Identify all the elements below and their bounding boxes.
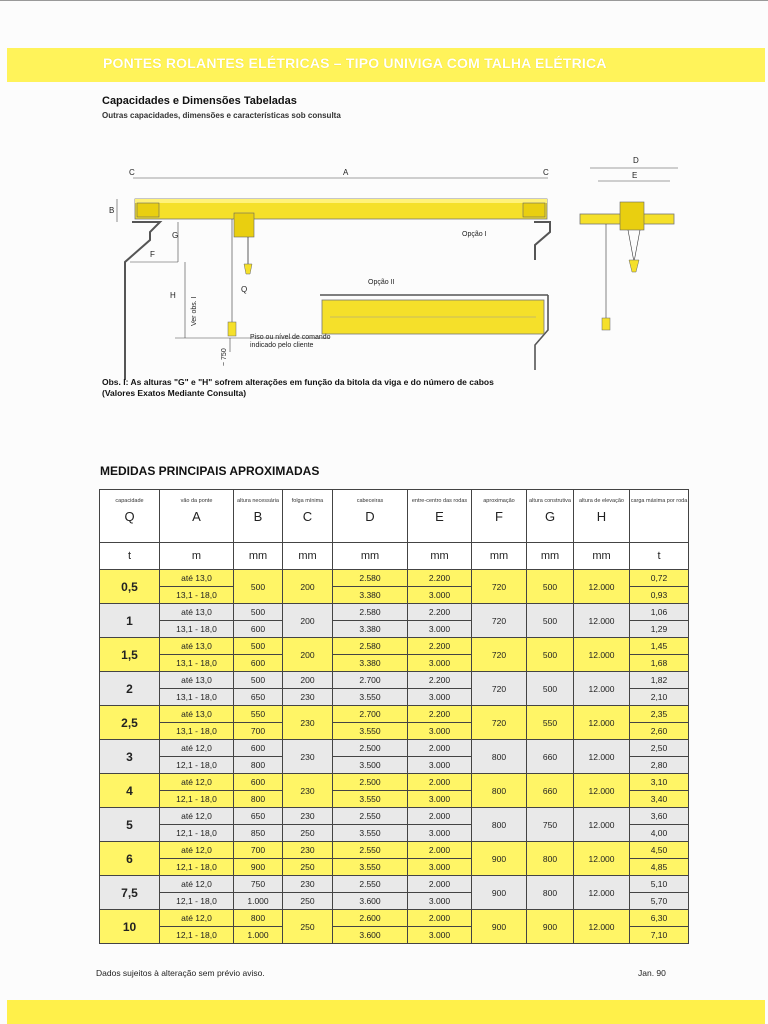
- table-cell: 2,5: [100, 706, 160, 740]
- table-cell: 13,1 - 18,0: [160, 587, 234, 604]
- side-pendant: [602, 318, 610, 330]
- table-cell: 550: [234, 706, 283, 723]
- observation-note: Obs. I: As alturas "G" e "H" sofrem alterações em função da bitola da viga e do número de cabos (Valores Exatos Mediante Consulta): [102, 377, 494, 398]
- table-cell: 2.550: [333, 842, 408, 859]
- table-cell: 600: [234, 621, 283, 638]
- header-desc: capacidade: [115, 498, 144, 504]
- table-cell: 3.000: [408, 655, 472, 672]
- table-cell: 500: [527, 570, 574, 604]
- bottom-band: [7, 1000, 765, 1024]
- table-cell: 230: [283, 808, 333, 825]
- table-cell: 900: [472, 910, 527, 944]
- table-row: [100, 842, 689, 859]
- header-symbol: Q: [124, 509, 135, 524]
- table-cell: 2.200: [408, 570, 472, 587]
- table-cell: 500: [527, 638, 574, 672]
- table-row: [100, 706, 689, 723]
- table-cell: 2.600: [333, 910, 408, 927]
- table-cell: 800: [234, 791, 283, 808]
- table-cell: 500: [234, 604, 283, 621]
- table-cell: até 12,0: [160, 910, 234, 927]
- table-cell: 3.000: [408, 587, 472, 604]
- table-cell: até 12,0: [160, 774, 234, 791]
- end-truck-right: [523, 203, 545, 217]
- table-cell: 12.000: [574, 774, 630, 808]
- table-cell: 10: [100, 910, 160, 944]
- table-cell: 230: [283, 842, 333, 859]
- header-cell: [472, 490, 527, 543]
- table-cell: 12,1 - 18,0: [160, 791, 234, 808]
- table-cell: 230: [283, 774, 333, 808]
- table-cell: 800: [527, 842, 574, 876]
- table-cell: 3.000: [408, 791, 472, 808]
- unit-cell: t: [100, 543, 160, 570]
- table-cell: 900: [234, 859, 283, 876]
- table-cell: 5,10: [630, 876, 689, 893]
- unit-cell: mm: [527, 543, 574, 570]
- table-cell: 800: [527, 876, 574, 910]
- header-desc: altura construtiva: [529, 498, 571, 504]
- table-cell: 2.500: [333, 740, 408, 757]
- table-cell: 1,06: [630, 604, 689, 621]
- header-symbol: A: [192, 509, 201, 524]
- unit-cell: mm: [333, 543, 408, 570]
- header-cell: [333, 490, 408, 543]
- table-title: MEDIDAS PRINCIPAIS APROXIMADAS: [100, 464, 320, 478]
- table-cell: 5,70: [630, 893, 689, 910]
- table-cell: 3.380: [333, 587, 408, 604]
- table-cell: 200: [283, 570, 333, 604]
- table-cell: 2,10: [630, 689, 689, 706]
- table-cell: 2,60: [630, 723, 689, 740]
- table-cell: 3.000: [408, 825, 472, 842]
- table-cell: 200: [283, 672, 333, 689]
- label-d: D: [633, 156, 639, 165]
- table-cell: até 13,0: [160, 604, 234, 621]
- table-cell: 250: [283, 859, 333, 876]
- table-row: [100, 876, 689, 893]
- footer-date: Jan. 90: [638, 968, 666, 978]
- label-opcao-2: Opção II: [368, 279, 395, 286]
- table-cell: 2,35: [630, 706, 689, 723]
- end-truck-left: [137, 203, 159, 217]
- table-cell: 650: [234, 689, 283, 706]
- table-cell: 500: [234, 672, 283, 689]
- table-cell: 2.200: [408, 638, 472, 655]
- table-cell: até 13,0: [160, 706, 234, 723]
- table-cell: 3,60: [630, 808, 689, 825]
- table-cell: 4,50: [630, 842, 689, 859]
- header-cell: [100, 490, 160, 543]
- table-cell: 3.550: [333, 825, 408, 842]
- table-cell: até 13,0: [160, 672, 234, 689]
- hoist-body: [234, 213, 254, 237]
- table-cell: 2.580: [333, 570, 408, 587]
- table-cell: 0,5: [100, 570, 160, 604]
- table-cell: 3.000: [408, 621, 472, 638]
- beam-highlight: [135, 199, 547, 203]
- table-cell: 12.000: [574, 808, 630, 842]
- table-row: [100, 672, 689, 689]
- table-cell: 1.000: [234, 927, 283, 944]
- table-cell: 3.550: [333, 791, 408, 808]
- header-desc: altura necessária: [237, 498, 279, 504]
- table-cell: até 12,0: [160, 842, 234, 859]
- label-piso-1: Piso ou nível de comando: [250, 334, 331, 341]
- table-cell: 700: [234, 723, 283, 740]
- table-cell: 2,50: [630, 740, 689, 757]
- table-cell: 1,82: [630, 672, 689, 689]
- table-cell: 2.700: [333, 672, 408, 689]
- table-cell: 200: [283, 638, 333, 672]
- table-cell: 3.000: [408, 757, 472, 774]
- table-cell: 2.000: [408, 740, 472, 757]
- table-cell: 660: [527, 740, 574, 774]
- table-cell: 800: [234, 910, 283, 927]
- label-750: ~ 750: [221, 348, 228, 366]
- table-cell: 12.000: [574, 672, 630, 706]
- header-desc: entre-centro das rodas: [411, 498, 468, 504]
- table-cell: 1,68: [630, 655, 689, 672]
- table-cell: 3.000: [408, 927, 472, 944]
- table-cell: 2.550: [333, 876, 408, 893]
- table-cell: 7,5: [100, 876, 160, 910]
- header-symbol: G: [544, 509, 556, 524]
- table-cell: 850: [234, 825, 283, 842]
- pendant-control: [228, 322, 236, 336]
- table-cell: 800: [472, 774, 527, 808]
- table-row: [100, 808, 689, 825]
- table-cell: 3.000: [408, 859, 472, 876]
- table-cell: 800: [234, 757, 283, 774]
- table-cell: 600: [234, 740, 283, 757]
- table-cell: 230: [283, 689, 333, 706]
- table-cell: 230: [283, 876, 333, 893]
- table-cell: 12,1 - 18,0: [160, 859, 234, 876]
- table-cell: 2,80: [630, 757, 689, 774]
- header-symbol: F: [495, 509, 503, 524]
- table-cell: 3: [100, 740, 160, 774]
- table-cell: 2.000: [408, 808, 472, 825]
- label-opcao-1: Opção I: [462, 231, 487, 238]
- table-row: [100, 740, 689, 757]
- header-symbol: C: [302, 509, 313, 524]
- table-cell: 700: [234, 842, 283, 859]
- table-cell: 3.000: [408, 689, 472, 706]
- table-cell: 2.580: [333, 604, 408, 621]
- unit-cell: mm: [408, 543, 472, 570]
- header-symbol: B: [253, 509, 263, 524]
- table-cell: 720: [472, 706, 527, 740]
- table-cell: 550: [527, 706, 574, 740]
- table-cell: 2.700: [333, 706, 408, 723]
- table-cell: 5: [100, 808, 160, 842]
- table-cell: 12.000: [574, 570, 630, 604]
- table-cell: 500: [527, 672, 574, 706]
- table-cell: 900: [472, 876, 527, 910]
- header-cell: [574, 490, 630, 543]
- header-cell: [527, 490, 574, 543]
- table-cell: 12,1 - 18,0: [160, 893, 234, 910]
- table-cell: 720: [472, 570, 527, 604]
- header-cell: [160, 490, 234, 543]
- table-cell: 13,1 - 18,0: [160, 655, 234, 672]
- table-cell: 2.200: [408, 604, 472, 621]
- table-cell: 1: [100, 604, 160, 638]
- table-cell: 12.000: [574, 876, 630, 910]
- label-a: A: [343, 168, 349, 177]
- table-cell: 2.550: [333, 808, 408, 825]
- label-piso-2: indicado pelo cliente: [250, 342, 314, 349]
- label-f: F: [150, 250, 155, 259]
- table-cell: 12.000: [574, 706, 630, 740]
- table-cell: 2.000: [408, 842, 472, 859]
- table-cell: 2.580: [333, 638, 408, 655]
- unit-row: [100, 543, 689, 570]
- table-cell: 2: [100, 672, 160, 706]
- table-cell: 800: [472, 740, 527, 774]
- unit-cell: mm: [574, 543, 630, 570]
- table-cell: 2.200: [408, 706, 472, 723]
- table-cell: 12.000: [574, 604, 630, 638]
- table-cell: 230: [283, 706, 333, 740]
- side-hook: [629, 260, 639, 272]
- label-e: E: [632, 171, 638, 180]
- label-g: G: [172, 231, 179, 240]
- table-cell: 600: [234, 774, 283, 791]
- table-cell: 3,40: [630, 791, 689, 808]
- table-cell: 6: [100, 842, 160, 876]
- table-cell: 6,30: [630, 910, 689, 927]
- table-cell: 1,5: [100, 638, 160, 672]
- header-desc: cabeceiras: [356, 498, 384, 504]
- table-cell: 1,29: [630, 621, 689, 638]
- table-cell: 2.000: [408, 774, 472, 791]
- table-cell: 600: [234, 655, 283, 672]
- table-cell: 750: [527, 808, 574, 842]
- table-cell: 3.380: [333, 655, 408, 672]
- table-cell: 3.000: [408, 723, 472, 740]
- table-cell: 13,1 - 18,0: [160, 689, 234, 706]
- footer-disclaimer: Dados sujeitos à alteração sem prévio aviso.: [96, 968, 265, 978]
- table-cell: 12.000: [574, 638, 630, 672]
- header-cell: [283, 490, 333, 543]
- unit-cell: mm: [472, 543, 527, 570]
- header-row: [100, 490, 689, 543]
- header-desc: aproximação: [483, 498, 515, 504]
- header-desc: folga mínima: [291, 498, 324, 504]
- side-cables: [628, 230, 640, 262]
- table-cell: 7,10: [630, 927, 689, 944]
- dimensions-table: [99, 489, 689, 944]
- table-cell: 3.600: [333, 893, 408, 910]
- right-wall: [534, 222, 550, 260]
- table-cell: 800: [472, 808, 527, 842]
- side-view-hoist: [620, 202, 644, 230]
- table-body: [100, 570, 689, 944]
- table-cell: 720: [472, 672, 527, 706]
- table-row: [100, 570, 689, 587]
- table-cell: 4,00: [630, 825, 689, 842]
- header-cell: [630, 490, 689, 543]
- table-cell: 650: [234, 808, 283, 825]
- unit-cell: m: [160, 543, 234, 570]
- table-cell: 2.200: [408, 672, 472, 689]
- left-wall: [125, 222, 160, 380]
- header-desc: vão da ponte: [180, 498, 213, 504]
- unit-cell: mm: [283, 543, 333, 570]
- hook: [244, 264, 252, 274]
- table-cell: 3.600: [333, 927, 408, 944]
- table-cell: 250: [283, 825, 333, 842]
- table-cell: 3,10: [630, 774, 689, 791]
- table-cell: 3.550: [333, 859, 408, 876]
- table-cell: 250: [283, 893, 333, 910]
- table-cell: 1.000: [234, 893, 283, 910]
- table-cell: 250: [283, 910, 333, 944]
- table-row: [100, 910, 689, 927]
- table-cell: 750: [234, 876, 283, 893]
- table-cell: 0,72: [630, 570, 689, 587]
- table-cell: 12.000: [574, 740, 630, 774]
- table-cell: 900: [527, 910, 574, 944]
- table-row: [100, 604, 689, 621]
- label-c-left: C: [129, 168, 135, 177]
- label-ver-obs: Ver obs. I: [191, 296, 198, 326]
- table-cell: 2.000: [408, 876, 472, 893]
- label-b: B: [109, 206, 115, 215]
- table-cell: 13,1 - 18,0: [160, 723, 234, 740]
- label-h: H: [170, 291, 176, 300]
- table-cell: 12,1 - 18,0: [160, 825, 234, 842]
- table-row: [100, 638, 689, 655]
- table-cell: até 12,0: [160, 876, 234, 893]
- table-cell: 3.550: [333, 689, 408, 706]
- table-cell: 720: [472, 638, 527, 672]
- table-cell: 900: [472, 842, 527, 876]
- table-cell: 230: [283, 740, 333, 774]
- label-q: Q: [241, 285, 248, 294]
- table-cell: 0,93: [630, 587, 689, 604]
- header-symbol: D: [365, 509, 375, 524]
- table-cell: 3.000: [408, 893, 472, 910]
- table-cell: 3.500: [333, 757, 408, 774]
- unit-cell: t: [630, 543, 689, 570]
- unit-cell: mm: [234, 543, 283, 570]
- table-cell: 3.380: [333, 621, 408, 638]
- table-cell: até 13,0: [160, 638, 234, 655]
- table-cell: 12,1 - 18,0: [160, 927, 234, 944]
- table-cell: 12,1 - 18,0: [160, 757, 234, 774]
- table-cell: 2.000: [408, 910, 472, 927]
- table-cell: 4: [100, 774, 160, 808]
- header-symbol: H: [596, 509, 607, 524]
- table-cell: 500: [234, 570, 283, 604]
- section-subtitle: Capacidades e Dimensões Tabeladas: [102, 95, 297, 107]
- table-cell: 500: [234, 638, 283, 655]
- table-cell: 200: [283, 604, 333, 638]
- section-note: Outras capacidades, dimensões e características sob consulta: [102, 111, 341, 120]
- table-cell: 1,45: [630, 638, 689, 655]
- table-cell: 12.000: [574, 842, 630, 876]
- table-cell: 13,1 - 18,0: [160, 621, 234, 638]
- table-cell: 4,85: [630, 859, 689, 876]
- table-cell: 12.000: [574, 910, 630, 944]
- table-cell: 500: [527, 604, 574, 638]
- table-cell: 3.550: [333, 723, 408, 740]
- label-c-right: C: [543, 168, 549, 177]
- header-desc: altura de elevação: [579, 498, 624, 504]
- header-desc: carga máxima por roda: [630, 498, 688, 504]
- table-cell: até 12,0: [160, 740, 234, 757]
- page-title: PONTES ROLANTES ELÉTRICAS – TIPO UNIVIGA COM TALHA ELÉTRICA: [103, 55, 607, 71]
- table-cell: 2.500: [333, 774, 408, 791]
- header-cell: [234, 490, 283, 543]
- header-cell: [408, 490, 472, 543]
- header-symbol: E: [435, 509, 444, 524]
- table-cell: 720: [472, 604, 527, 638]
- table-cell: até 12,0: [160, 808, 234, 825]
- table-cell: até 13,0: [160, 570, 234, 587]
- table-cell: 660: [527, 774, 574, 808]
- table-row: [100, 774, 689, 791]
